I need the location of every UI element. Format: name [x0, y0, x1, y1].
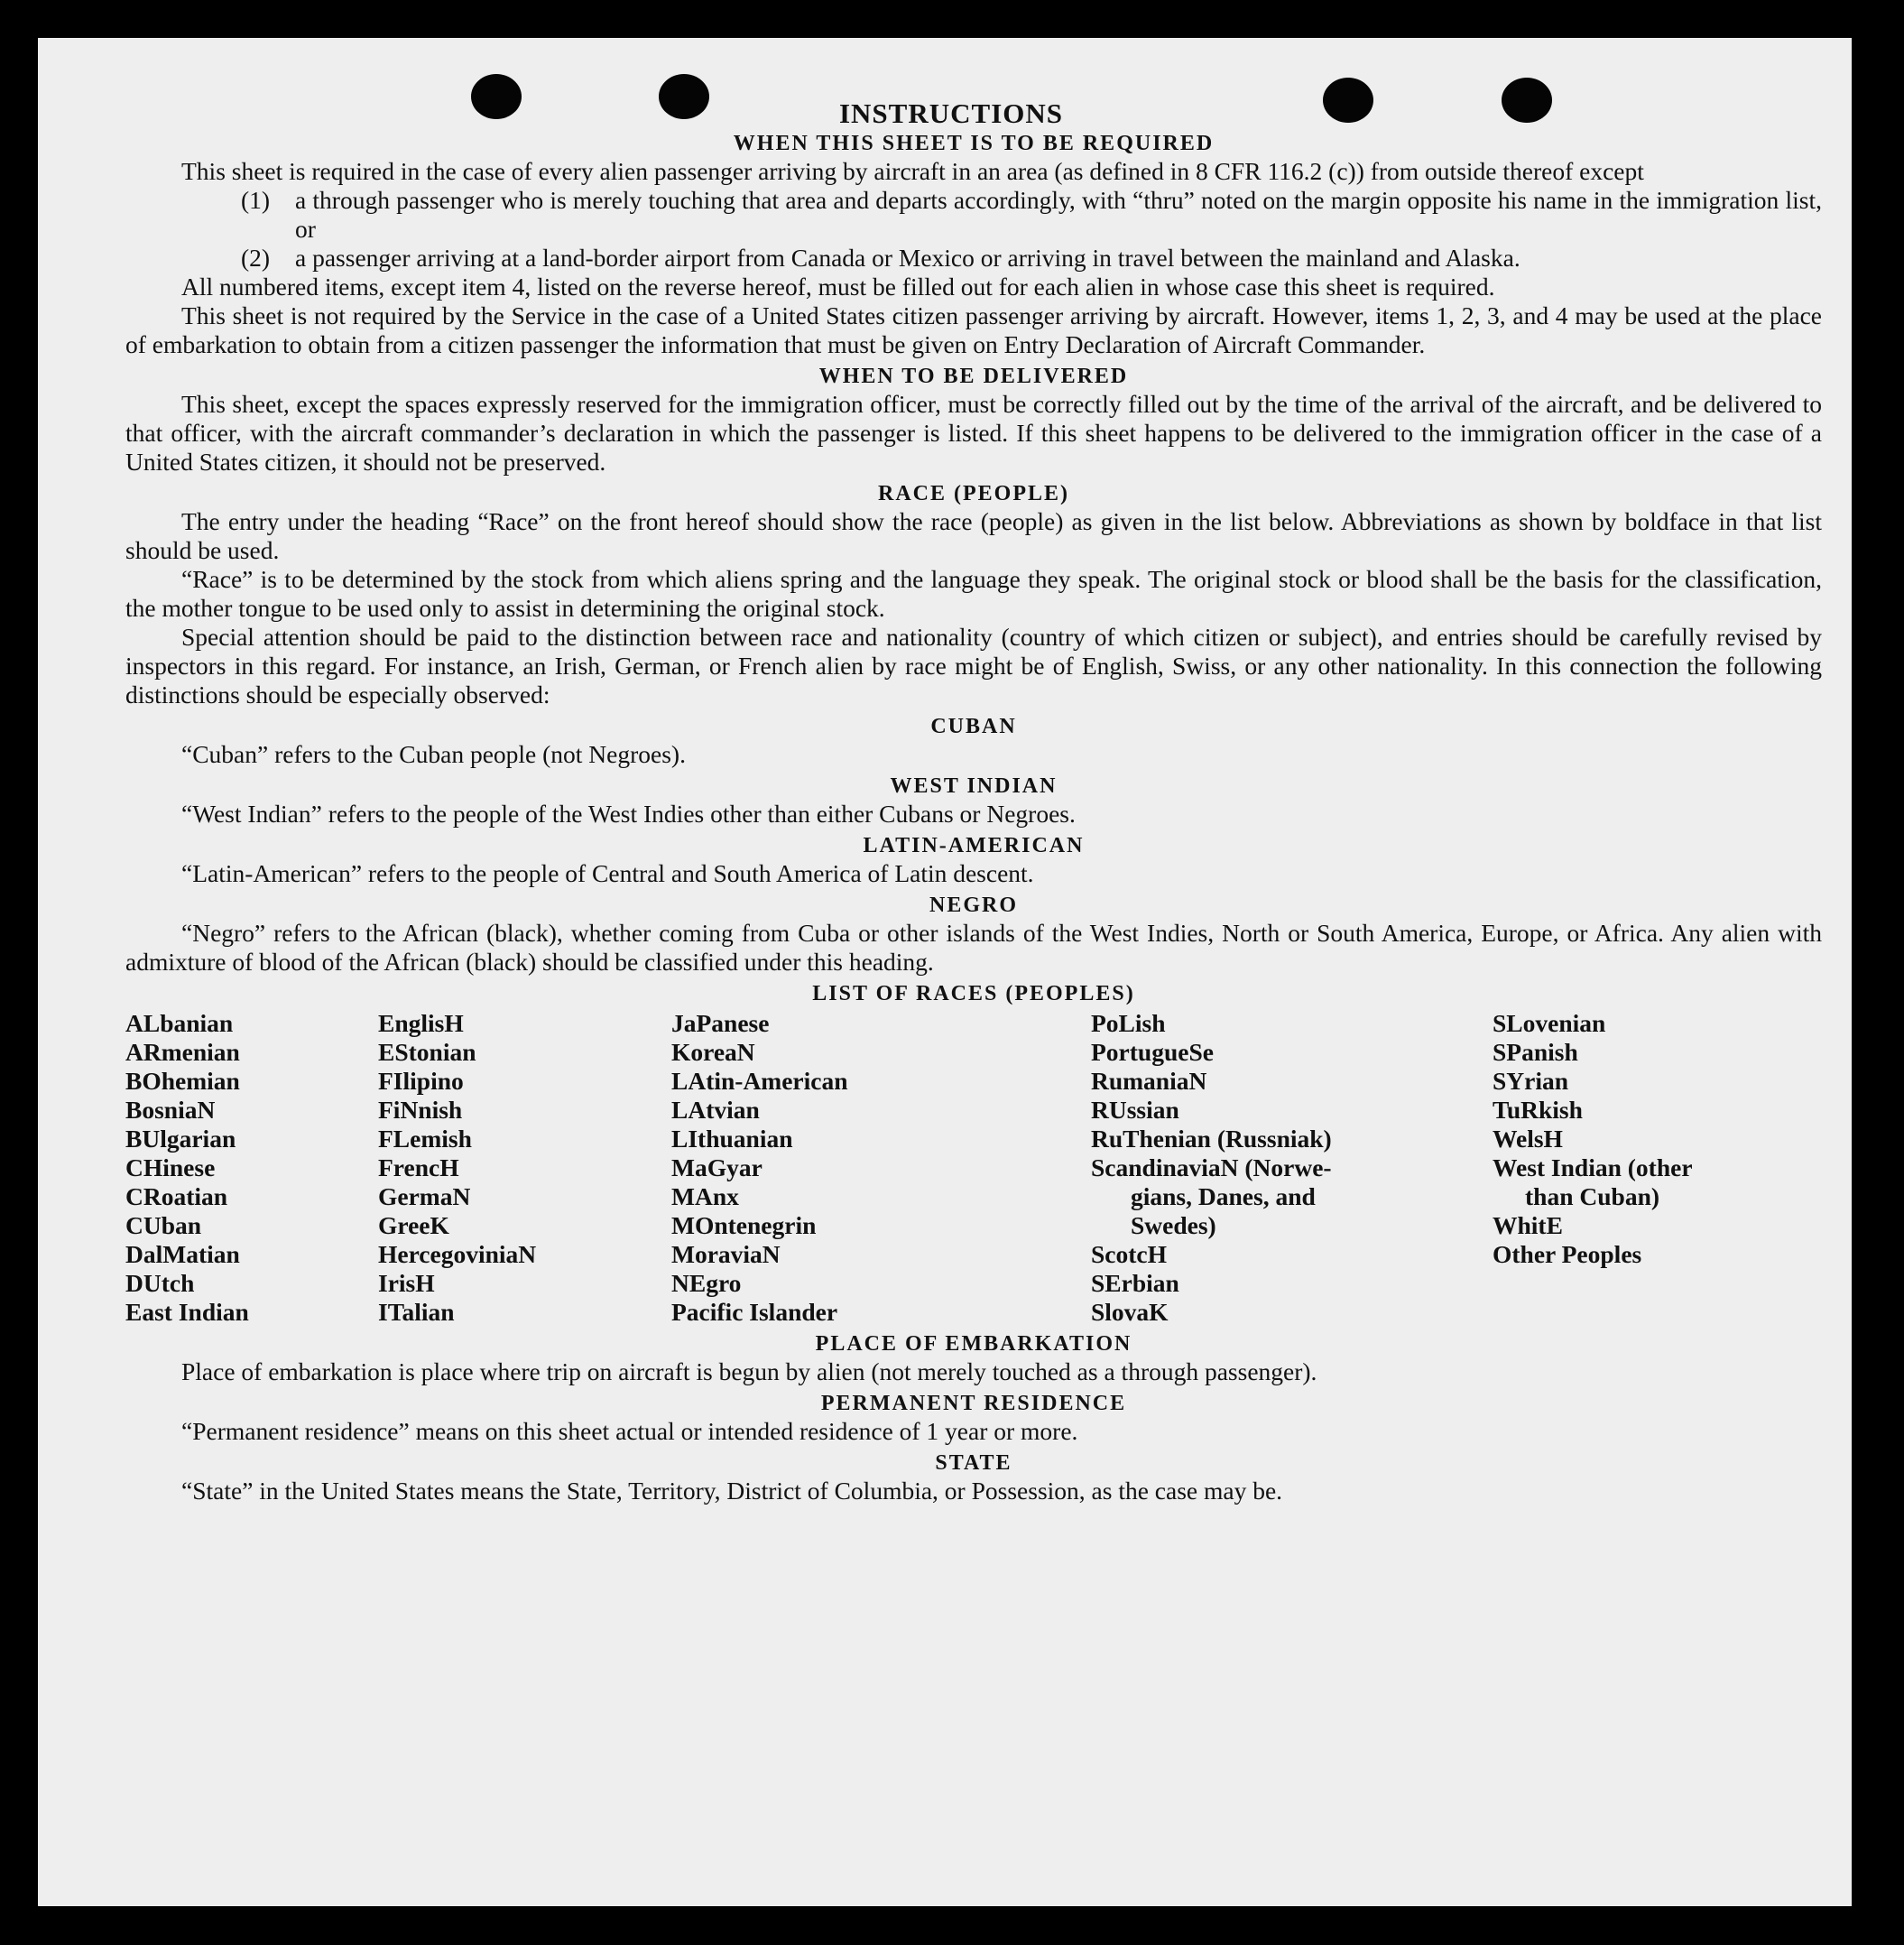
race-entry: SLovenian [1493, 1009, 1606, 1037]
race-entry: DalMatian [125, 1240, 240, 1268]
section-heading-cuban: CUBAN [930, 715, 1017, 738]
race-entry: ITalian [378, 1298, 455, 1326]
race-entry: Other Peoples [1493, 1240, 1642, 1268]
paragraph: “Permanent residence” means on this sheet actual or intended residence of 1 year or more. [181, 1417, 1078, 1445]
race-entry: LIthuanian [671, 1125, 793, 1153]
paragraph: “Negro” refers to the African (black), whether coming from Cuba or other islands of the West Indies, North or South America, Europe, or Africa. Any alien with admixture of blood of the African (black) should be classified under this heading. [125, 919, 1822, 976]
section-heading-latin-american: LATIN-AMERICAN [863, 834, 1085, 857]
race-entry: MAnx [671, 1182, 739, 1210]
race-entry: MaGyar [671, 1153, 763, 1181]
section-heading-state: STATE [935, 1451, 1012, 1475]
race-entry: CHinese [125, 1153, 216, 1181]
numbered-item [125, 244, 1822, 273]
race-entry: NEgro [671, 1269, 742, 1297]
paragraph: Special attention should be paid to the distinction between race and nationality (country of which citizen or subject), and entries should be carefully revised by inspectors in this regard. For instance, an Irish, German, or French alien by race might be of English, Swiss, or any other nationality. In this connection the following distinctions should be especially observed: [125, 623, 1822, 709]
race-entry: ScotcH [1091, 1240, 1168, 1268]
race-entry: LAtvian [671, 1096, 760, 1124]
item-text: a through passenger who is merely touching that area and departs accordingly, with “thru” noted on the margin opposite his name in the immigration list, or [295, 186, 1822, 243]
document-page [38, 38, 1852, 1906]
race-column [125, 1009, 378, 1327]
paragraph: The entry under the heading “Race” on the front hereof should show the race (people) as given in the list below. Abbreviations as shown by boldface in that list should be used. [125, 507, 1822, 564]
document-body [125, 99, 1822, 1505]
race-entry: FiNnish [378, 1096, 463, 1124]
section-heading-when-required: WHEN THIS SHEET IS TO BE REQUIRED [733, 132, 1215, 155]
paragraph: “West Indian” refers to the people of the West Indies other than either Cubans or Negroes. [181, 800, 1076, 828]
paragraph: This sheet is not required by the Service in the case of a United States citizen passenger arriving by aircraft. However, items 1, 2, 3, and 4 may be used at the place of embarkation to obtain from a citizen passenger the information that must be given on Entry Declaration of Aircraft Commander. [125, 301, 1822, 358]
section-heading-residence: PERMANENT RESIDENCE [820, 1392, 1127, 1415]
race-entry: CUban [125, 1211, 202, 1239]
race-column [1493, 1009, 1790, 1327]
race-entry: GreeK [378, 1211, 449, 1239]
race-entry: RuThenian (Russniak) [1091, 1125, 1332, 1153]
race-column [1091, 1009, 1493, 1327]
race-entry: ALbanian [125, 1009, 234, 1037]
race-entry: FrencH [378, 1153, 459, 1181]
race-entry: FIlipino [378, 1067, 464, 1095]
section-heading-negro: NEGRO [929, 894, 1018, 917]
race-entry: FLemish [378, 1125, 472, 1153]
race-entry: gians, Danes, and [1131, 1182, 1316, 1210]
race-entry: CRoatian [125, 1182, 228, 1210]
race-entry: East Indian [125, 1298, 249, 1326]
race-entry: RUssian [1091, 1096, 1179, 1124]
race-entry: DUtch [125, 1269, 195, 1297]
race-entry: BosniaN [125, 1096, 216, 1124]
race-entry: JaPanese [671, 1009, 770, 1037]
section-heading-west-indian: WEST INDIAN [890, 774, 1058, 798]
item-number: (2) [241, 244, 271, 272]
race-entry: ARmenian [125, 1038, 240, 1066]
item-number: (1) [241, 186, 271, 214]
race-entry: SPanish [1493, 1038, 1578, 1066]
paragraph: Place of embarkation is place where trip on aircraft is begun by alien (not merely touched as a through passenger). [181, 1357, 1317, 1385]
race-list [125, 1009, 1822, 1327]
numbered-item [125, 186, 1822, 244]
race-entry: PortugueSe [1091, 1038, 1214, 1066]
race-entry: WelsH [1493, 1125, 1563, 1153]
section-heading-list-of-races: LIST OF RACES (PEOPLES) [812, 982, 1135, 1005]
race-column [378, 1009, 671, 1327]
race-entry: RumaniaN [1091, 1067, 1207, 1095]
race-entry: HercegoviniaN [378, 1240, 537, 1268]
race-entry: KoreaN [671, 1038, 755, 1066]
race-entry: BUlgarian [125, 1125, 236, 1153]
paragraph: This sheet is required in the case of every alien passenger arriving by aircraft in an area (as defined in 8 CFR 116.2 (c)) from outside thereof except [181, 157, 1644, 185]
page-title: INSTRUCTIONS [838, 97, 1063, 129]
race-entry: MOntenegrin [671, 1211, 817, 1239]
race-entry: SYrian [1493, 1067, 1569, 1095]
race-column [671, 1009, 1091, 1327]
race-entry: IrisH [378, 1269, 435, 1297]
race-entry: Pacific Islander [671, 1298, 838, 1326]
section-heading-embarkation: PLACE OF EMBARKATION [815, 1332, 1132, 1356]
paragraph: All numbered items, except item 4, listed on the reverse hereof, must be filled out for each alien in whose case this sheet is required. [181, 273, 1495, 301]
race-entry: EnglisH [378, 1009, 464, 1037]
paragraph: “Cuban” refers to the Cuban people (not Negroes). [181, 740, 686, 768]
race-entry: WhitE [1493, 1211, 1563, 1239]
section-heading-when-delivered: WHEN TO BE DELIVERED [818, 365, 1129, 388]
section-heading-race: RACE (PEOPLE) [878, 482, 1069, 505]
race-entry: than Cuban) [1525, 1182, 1660, 1210]
paragraph: “State” in the United States means the State, Territory, District of Columbia, or Possession, as the case may be. [181, 1477, 1283, 1505]
race-entry: SlovaK [1091, 1298, 1169, 1326]
race-entry: West Indian (other [1493, 1153, 1693, 1181]
race-entry: TuRkish [1493, 1096, 1583, 1124]
race-entry: MoraviaN [671, 1240, 781, 1268]
race-entry: Swedes) [1131, 1211, 1216, 1239]
race-entry: SErbian [1091, 1269, 1179, 1297]
paragraph: This sheet, except the spaces expressly reserved for the immigration officer, must be correctly filled out by the time of the arrival of the aircraft, and be delivered to that officer, with the aircraft commander’s declaration in which the passenger is listed. If this sheet happens to be delivered to the immigration officer in the case of a United States citizen, it should not be preserved. [125, 390, 1822, 476]
paragraph: “Latin-American” refers to the people of Central and South America of Latin descent. [181, 859, 1034, 887]
race-entry: EStonian [378, 1038, 476, 1066]
race-entry: PoLish [1091, 1009, 1166, 1037]
race-entry: BOhemian [125, 1067, 240, 1095]
race-entry: ScandinaviaN (Norwe- [1091, 1153, 1332, 1181]
race-entry: GermaN [378, 1182, 471, 1210]
paragraph: “Race” is to be determined by the stock from which aliens spring and the language they speak. The original stock or blood shall be the basis for the classification, the mother tongue to be used only to assist in determining the original stock. [125, 565, 1822, 622]
race-entry: LAtin-American [671, 1067, 848, 1095]
item-text: a passenger arriving at a land-border airport from Canada or Mexico or arriving in travel between the mainland and Alaska. [295, 244, 1520, 272]
